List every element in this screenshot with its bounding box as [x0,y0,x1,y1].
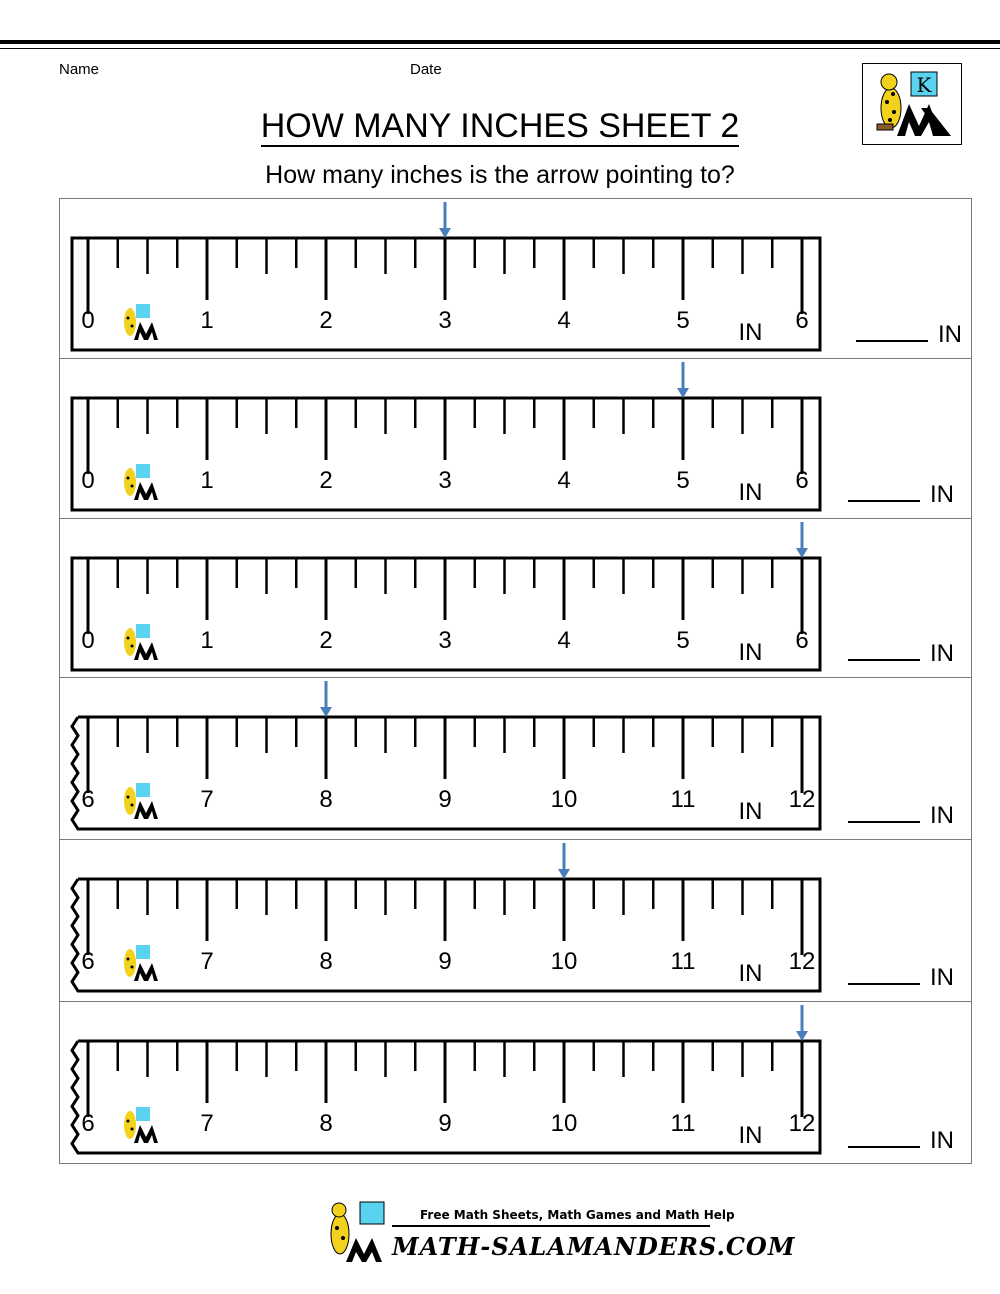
ruler [60,358,971,518]
answer-unit: IN [930,640,954,667]
ruler-unit-label: IN [738,639,763,666]
ruler-number: 6 [81,786,95,813]
ruler-number: 11 [670,948,696,975]
ruler-number: 2 [319,627,333,654]
ruler-unit-label: IN [738,479,763,506]
answer-blank[interactable] [848,639,920,661]
ruler-number: 7 [200,948,214,975]
ruler-number: 5 [676,627,690,654]
ruler-number: 0 [81,467,95,494]
ruler-number: 2 [319,467,333,494]
ruler-row [60,1001,971,1164]
ruler-row [60,518,971,677]
ruler-number: 6 [795,307,809,334]
answer-field[interactable] [848,801,954,830]
ruler-number: 12 [788,1110,816,1137]
ruler-unit-label: IN [738,319,763,346]
ruler-number: 10 [550,948,578,975]
answer-unit: IN [930,481,954,508]
row-divider [60,677,971,678]
row-divider [60,518,971,519]
footer-tagline: Free Math Sheets, Math Games and Math Help [420,1208,735,1222]
top-rule-thin [0,48,1000,49]
answer-unit: IN [930,1127,954,1154]
ruler-number: 11 [670,786,696,813]
answer-field[interactable] [856,320,962,349]
answer-field[interactable] [848,480,954,509]
ruler-number: 6 [81,1110,95,1137]
answer-blank[interactable] [856,320,928,342]
top-rule-thick [0,40,1000,44]
ruler-number: 10 [550,1110,578,1137]
ruler-number: 4 [557,627,571,654]
ruler-number: 8 [319,948,333,975]
ruler-number: 3 [438,627,452,654]
logo-graphic [863,64,961,144]
answer-blank[interactable] [848,1126,920,1148]
ruler-number: 10 [550,786,578,813]
ruler-unit-label: IN [738,798,763,825]
ruler-number: 1 [200,307,214,334]
ruler [60,1001,971,1164]
ruler-number: 1 [200,627,214,654]
ruler-unit-label: IN [738,960,763,987]
ruler-number: 7 [200,1110,214,1137]
page-title [0,104,1000,148]
row-divider [60,358,971,359]
salamander-logo-icon [862,63,962,145]
answer-blank[interactable] [848,801,920,823]
answer-blank[interactable] [848,963,920,985]
answer-blank[interactable] [848,480,920,502]
ruler [60,677,971,839]
ruler-number: 1 [200,467,214,494]
ruler-number: 9 [438,786,452,813]
ruler-number: 6 [795,467,809,494]
ruler-row [60,358,971,518]
ruler-number: 6 [81,948,95,975]
answer-field[interactable] [848,639,954,668]
ruler-number: 4 [557,307,571,334]
ruler-unit-label: IN [738,1122,763,1149]
ruler [60,839,971,1001]
answer-unit: IN [938,321,962,348]
logo-letter: K [916,73,932,97]
ruler-number: 3 [438,307,452,334]
footer-site-name: MATH-SALAMANDERS.COM [392,1232,796,1261]
ruler-number: 0 [81,627,95,654]
ruler-row [60,677,971,839]
name-label: Name [59,61,100,78]
ruler-number: 3 [438,467,452,494]
ruler-number: 5 [676,307,690,334]
ruler-number: 9 [438,948,452,975]
ruler-number: 9 [438,1110,452,1137]
page-title-text: HOW MANY INCHES SHEET 2 [260,107,740,145]
row-divider [60,839,971,840]
answer-unit: IN [930,964,954,991]
ruler-number: 4 [557,467,571,494]
ruler-number: 7 [200,786,214,813]
date-label: Date [410,61,442,78]
ruler-number: 2 [319,307,333,334]
ruler [60,518,971,677]
ruler-number: 12 [788,786,816,813]
instruction-text: How many inches is the arrow pointing to? [265,161,735,189]
answer-unit: IN [930,802,954,829]
ruler-number: 8 [319,1110,333,1137]
ruler-row [60,839,971,1001]
ruler-number: 6 [795,627,809,654]
answer-field[interactable] [848,963,954,992]
ruler-number: 12 [788,948,816,975]
ruler-number: 8 [319,786,333,813]
ruler-number: 0 [81,307,95,334]
ruler-number: 11 [670,1110,696,1137]
ruler-number: 5 [676,467,690,494]
ruler [60,198,971,358]
ruler-row [60,198,971,358]
answer-field[interactable] [848,1126,954,1155]
row-divider [60,1001,971,1002]
